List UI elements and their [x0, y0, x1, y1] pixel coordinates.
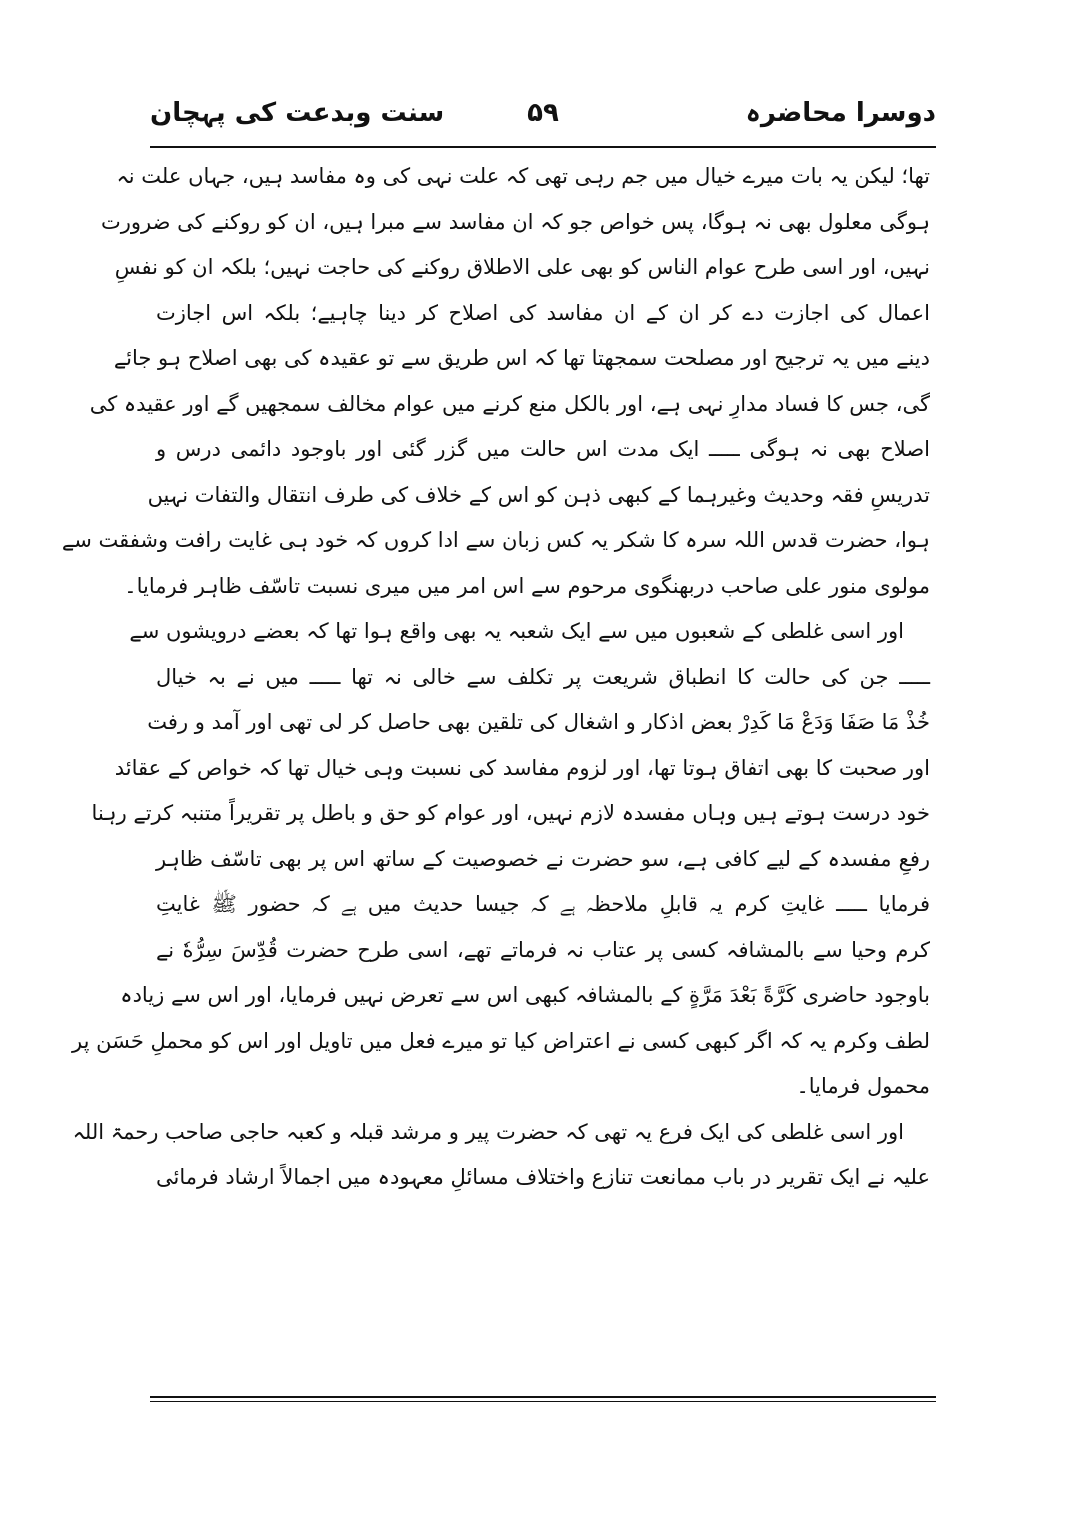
body-text — [61, 154, 930, 1201]
text-line: علیہ نے ایک تقریر در باب ممانعت تنازع واختلاف مسائلِ معہودہ میں اجمالاً ارشاد فرمائی — [156, 1165, 930, 1189]
footer-rule-thin — [150, 1401, 936, 1402]
text-line: اعمال کی اجازت دے کر ان کے ان مفاسد کی اصلاح کر دینا چاہیے؛ بلکہ اس اجازت — [156, 300, 930, 325]
text-line: تدریسِ فقہ وحدیث وغیرہما کے کبھی ذہن کو اس کے خلاف کی طرف انتقال والتفات نہیں — [147, 482, 930, 507]
text-line: اور اسی غلطی کی ایک فرع یہ تھی کہ حضرت پیر و مرشد قبلہ و کعبہ حاجی صاحب رحمۃ اللہ — [72, 1119, 904, 1144]
text-line: اور اسی غلطی کے شعبوں میں سے ایک شعبہ یہ بھی واقع ہوا تھا کہ بعضے درویشوں سے — [129, 619, 904, 643]
text-line: اصلاح بھی نہ ہوگی ـــــ ایک مدت اس حالت میں گزر گئی اور باوجود دائمی درس و — [156, 437, 930, 461]
text-line: محمول فرمایا۔ — [796, 1074, 930, 1098]
text-line: مولوی منور علی صاحب دربھنگوی مرحوم سے اس امر میں میری نسبت تاسّف ظاہر فرمایا۔ — [124, 573, 930, 598]
text-line: ہوا، حضرت قدس اللہ سرہ کا شکر یہ کس زبان سے ادا کروں کہ خود ہی غایت رافت وشفقت سے — [61, 528, 930, 552]
text-line: خُذْ مَا صَفَا وَدَعْ مَا كَدِرْ بعض اذکار و اشغال کی تلقین بھی حاصل کر لی تھی اور آمد و رفت — [147, 710, 930, 734]
text-line: نہیں، اور اسی طرح عوام الناس کو بھی علی الاطلاق روکنے کی حاجت نہیں؛ بلکہ ان کو نفسِ — [114, 255, 930, 279]
text-line: فرمایا ـــــ غایتِ کرم یہ قابلِ ملاحظہ ہے کہ جیسا حدیث میں ہے کہ حضور ﷺ غایتِ — [156, 892, 930, 916]
footer-rule — [150, 1396, 936, 1398]
book-title: سنت وبدعت کی پہچان — [150, 98, 445, 128]
text-line: ـــــ جن کی حالت کا انطباق شریعت پر تکلف سے خالی نہ تھا ـــــ میں نے بہ خیال — [156, 664, 930, 689]
text-line: گی، جس کا فساد مدارِ نہی ہے، اور بالکل منع کرنے میں عوام مخالف سمجھیں گے اور عقیدہ کی — [89, 391, 930, 416]
text-line: دینے میں یہ ترجیح اور مصلحت سمجھتا تھا کہ اس طریق سے تو عقیدہ کی بھی اصلاح ہو جائے — [113, 346, 930, 370]
text-line: کرم وحیا سے بالمشافہ کسی پر عتاب نہ فرماتے تھے، اسی طرح حضرت قُدِّسَ سِرُّهٗ نے — [156, 937, 930, 962]
text-line: باوجود حاضری كَرَّةً بَعْدَ مَرَّةٍ کے بالمشافہ کبھی اس سے تعرض نہیں فرمایا، اور اس سے زیادہ — [120, 983, 930, 1007]
lecture-title: دوسرا محاضرہ — [745, 98, 936, 128]
page-number: ۵۹ — [527, 98, 559, 128]
running-header — [150, 92, 936, 140]
text-line: تھا؛ لیکن یہ بات میرے خیال میں جم رہی تھی کہ علت نہی کی وہ مفاسد ہیں، جہاں علت نہ — [116, 164, 930, 188]
text-line: خود درست ہوتے ہیں وہاں مفسدہ لازم نہیں، اور عوام کو حق و باطل پر تقریراً متنبہ کرتے رہنا — [91, 801, 930, 825]
text-line: لطف وکرم یہ کہ اگر کبھی کسی نے اعتراض کیا تو میرے فعل میں تاویل اور اس کو محملِ حَسَن پر — [72, 1028, 930, 1053]
header-rule — [150, 146, 936, 148]
text-line: ہوگی معلول بھی نہ ہوگا، پس خواص جو کہ ان مفاسد سے مبرا ہیں، ان کو روکنے کی ضرورت — [100, 209, 930, 234]
text-line: رفعِ مفسدہ کے لیے کافی ہے، سو حضرت نے خصوصیت کے ساتھ اس پر بھی تاسّف ظاہر — [156, 846, 930, 871]
text-line: اور صحبت کا بھی اتفاق ہوتا تھا، اور لزوم مفاسد کی نسبت وہی خیال تھا کہ خواص کے عقائد — [114, 755, 930, 780]
